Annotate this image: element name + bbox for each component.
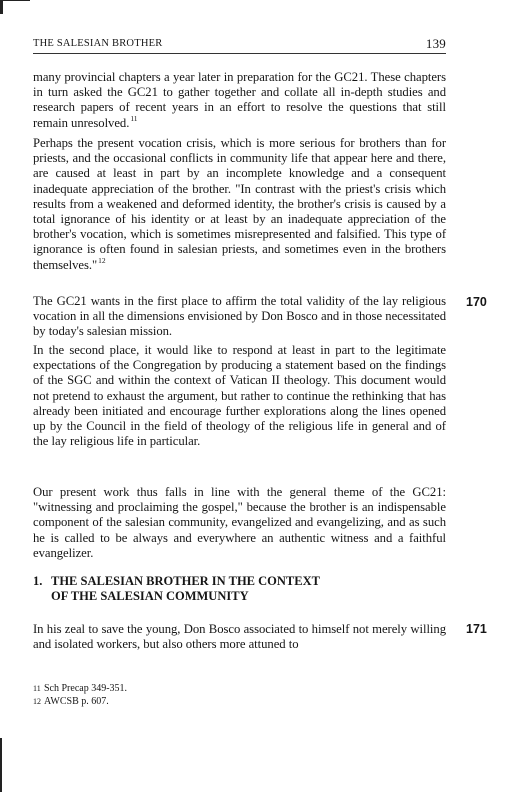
section-title-line-1: THE SALESIAN BROTHER IN THE CONTEXT — [51, 574, 320, 588]
section-heading — [33, 574, 446, 604]
section-title-line-2: OF THE SALESIAN COMMUNITY — [51, 589, 249, 603]
footnote-11: 11 Sch Precap 349-351. — [33, 683, 128, 694]
paragraph-3: The GC21 wants in the first place to affirm the total validity of the lay religious vocation in all the dimensions envisioned by Don Bosco and in those necessitated by today's salesian mission. — [33, 294, 446, 339]
footnote-ref-11: 11 — [130, 114, 138, 124]
paragraph-4: In the second place, it would like to respond at least in part to the legitimate expectations of the Congregation by producing a statement based on the findings of the SGC and within the context of Vatican II theology. This document would not pretend to exhaust the argument, but rather to continue the rethinking that has already been initiated and encourage further explorations along the lines opened up by the Council in the field of theology of the religious life in general and of the lay religious life in particular. — [33, 343, 446, 449]
running-header — [33, 37, 446, 53]
footnote-ref-12: 12 — [98, 256, 106, 266]
paragraph-2: Perhaps the present vocation crisis, which is more serious for brothers than for priests, and the occasional conflicts in community life that appear here and there, are caused at least in part by an incomplete knowledge and a consequent inadequate appreciation of the brother. "In contrast with the priest's crisis which results from a weakened and deformed identity, the brother's crisis is caused by a total ignorance of his identity or at least by an inadequate appreciation of the brother's vocation, which is sometimes misrepresented and falsified. This type of ignorance is often found in salesian priests, and sometimes even in the brothers themselves."$^{12}$ — [33, 136, 446, 272]
paragraph-1: many provincial chapters a year later in preparation for the GC21. These chapters in turn asked the GC21 to gather together and collate all in-depth studies and research papers of recent years in an effort to resolve the questions that still remain unresolved.$^{11}$ — [33, 70, 446, 130]
footnote-12: 12 AWCSB p. 607. — [33, 695, 109, 707]
scan-edge-top — [0, 0, 3, 14]
margin-number-171: 171 — [466, 622, 487, 636]
paragraph-6: In his zeal to save the young, Don Bosco associated to himself not merely willing and isolated workers, but also others more attuned to — [33, 622, 446, 652]
scan-edge-bottom — [0, 738, 2, 792]
paragraph-5: Our present work thus falls in line with the general theme of the GC21: "witnessing and proclaiming the gospel," because the brother is an indispensable component of the salesian community, evangelized and evangelizing, and as such he is called to be always and everywhere an authentic witness and a faithful evangelizer. — [33, 485, 446, 560]
footnotes — [33, 683, 127, 708]
scan-edge-top-line — [0, 0, 30, 1]
running-title: THE SALESIAN BROTHER — [33, 38, 163, 49]
margin-number-170: 170 — [466, 295, 487, 309]
page-number: 139 — [425, 36, 446, 51]
section-number: 1. — [33, 574, 43, 588]
header-rule — [33, 53, 446, 54]
